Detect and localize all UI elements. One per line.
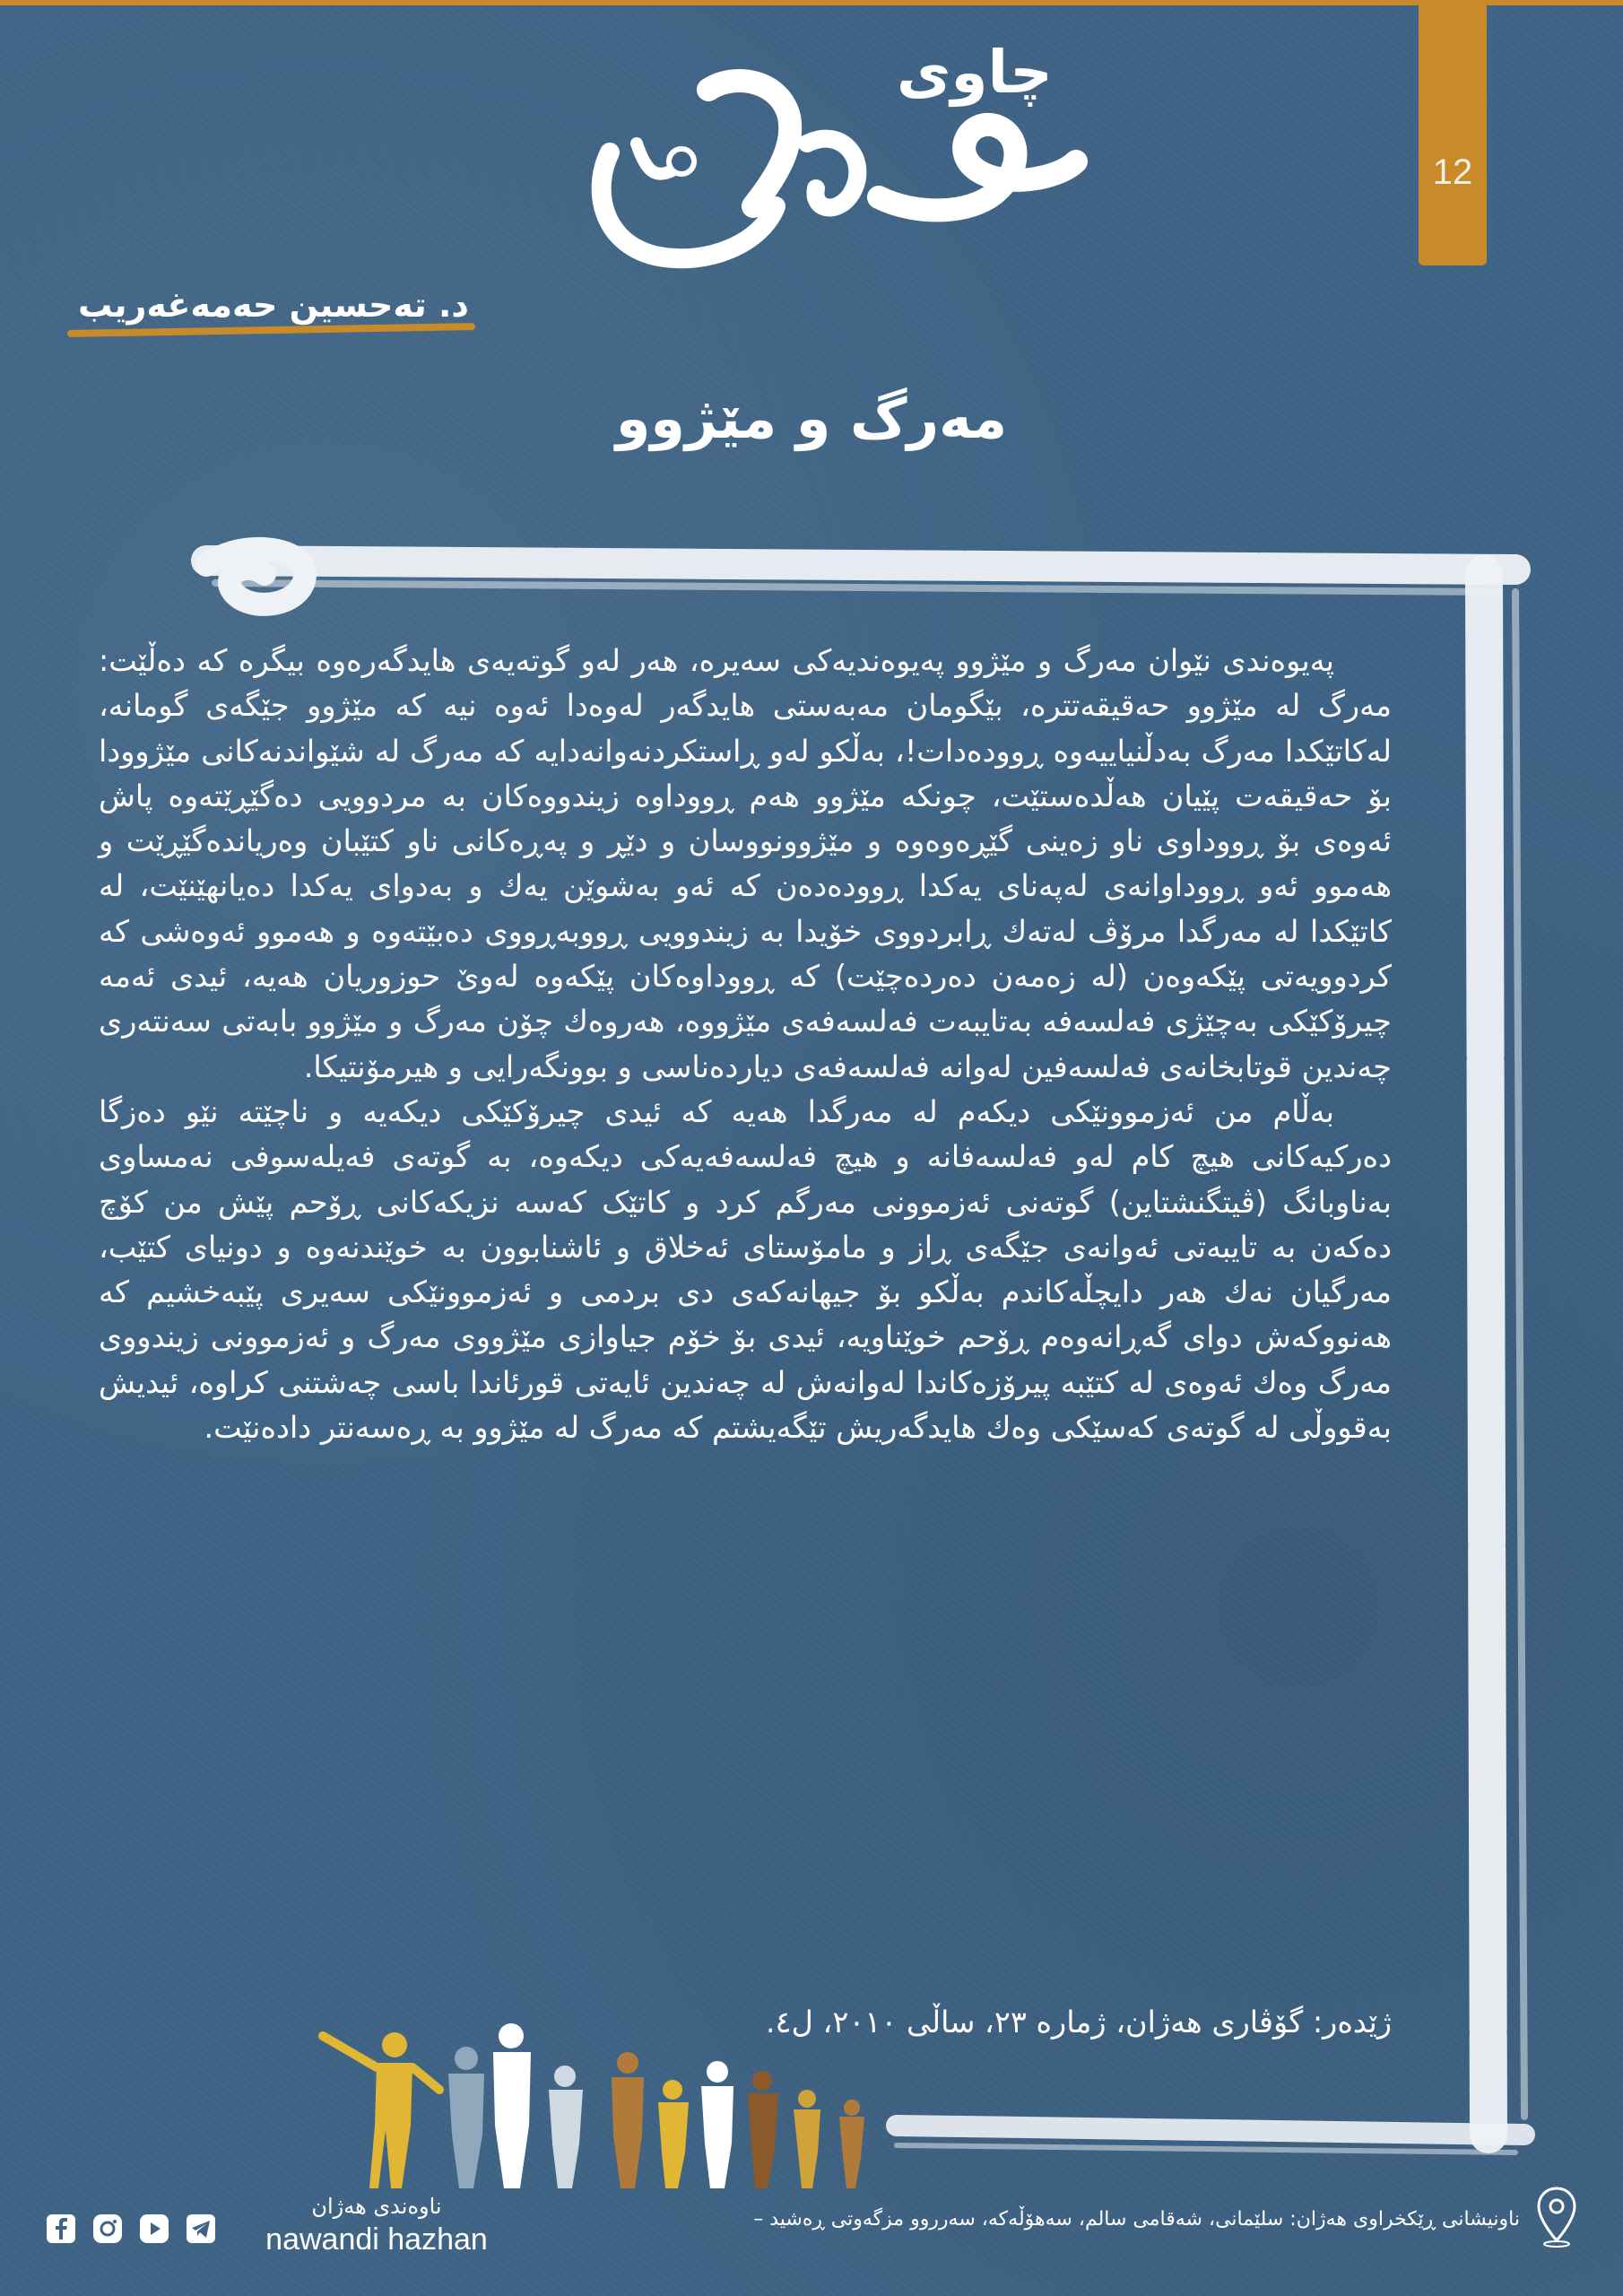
author-name: د. تەحسین حەمەغەریب bbox=[78, 285, 469, 325]
youtube-icon[interactable] bbox=[138, 2213, 170, 2245]
page-number-tab bbox=[1419, 0, 1487, 265]
article-title: مەرگ و مێژوو bbox=[615, 386, 1008, 451]
page-number: 12 bbox=[1432, 152, 1473, 192]
people-silhouettes-illustration bbox=[305, 2009, 986, 2188]
telegram-icon[interactable] bbox=[185, 2213, 217, 2245]
footer-address: ناونیشانی ڕێکخراوی هەژان: سلێمانی، شەقامی سالم، سەهۆڵەکە، سەرروو مزگەوتی ڕەشید – bbox=[753, 2208, 1520, 2231]
article-body bbox=[99, 639, 1392, 1450]
facebook-icon[interactable] bbox=[45, 2213, 77, 2245]
article-paragraph-2: بەڵام من ئەزموونێکی دیکەم لە مەرگدا هەیە کە ئیدی چیرۆکێکی دیکەیە و ناچێتە نێو دەزگا دەرکیەکانی هیچ کام لەو فەلسەفانە و هیچ فەلسەفەیەکی دیکەوە، بە گوتەی فەیلەسوفی نەمساوی بەناوبانگ (ڤیتگنشتاین) گوتەنی ئەزموونی مەرگم کرد و کاتێک کەسە نزیکەکانی ڕۆحم پێش من کۆچ دەکەن بە تایبەتی ئەوانەی جێگەی ڕاز و مامۆستای ئەخلاق و ئاشنابوون بە خوێندنەوە و دونیای کتێب، مەرگیان نەك هەر دایچڵەکاندم بەڵکو بۆ جیهانەکەی دی بردمی و ئەزموونێکی سەیری پێبەخشیم کە هەنووکەش دوای گەڕانەوەم ڕۆحم خوێناویە، ئیدی بۆ خۆم جیاوازی مێژووی مەرگ و ئەزموونی زیندووی مەرگ وەك ئەوەی لە کتێبە پیرۆزەکاندا لەوانەش لە چەندین ئایەتی قورئاندا باسی چەشتنی کراوە، ئیدیش بەقووڵی لە گوتەی کەسێکی وەك هایدگەریش تێگەیشتم کە مەرگ لە مێژوو بە ڕەسەنتر دادەنێت. bbox=[99, 1093, 1392, 1446]
source-citation: ژێدەر: گۆڤاری هەژان، ژمارە ٢٣، ساڵی ٢٠١٠، ل٤. bbox=[765, 2005, 1392, 2039]
brand-name-kurdish: ناوەندی هەژان bbox=[311, 2194, 442, 2219]
social-links bbox=[45, 2213, 217, 2245]
article-paragraph-1: پەیوەندی نێوان مەرگ و مێژوو پەیوەندیەکی سەیرە، هەر لەو گوتەیەی هایدگەرەوە بیگرە کە دەڵێت: مەرگ لە مێژوو حەقیقەتترە، بێگومان مەبەستی هایدگەر لەوەدا ئەوە نیە کە مێژوو جێگەی گومانە، لەکاتێکدا مەرگ بەدڵنیاییەوە ڕوودەدات!، بەڵکو لەو ڕاستکردنەوانەدایە کە مەرگ لە شێواندنەکانی مێژوودا بۆ حەقیقەت پێیان هەڵدەستێت، چونکە مێژوو هەم ڕووداوە زیندووەکان بە مردوویی دەگێڕێتەوە پاش ئەوەی بۆ ڕووداوی ناو زەینی گێڕەوەوە و مێژوونووسان و دێڕ و پەڕەکانی ناو کتێبان وەریاندەگێڕێت و هەموو ئەو ڕووداوانەی لەپەنای یەکدا ڕوودەدەن کە ئەو بەشوێن یەك و بەدوای یەکدا دەیانهێنێت، لە کاتێکدا لە مەرگدا مرۆڤ لەتەك ڕابردووی خۆیدا بە زیندوویی ڕووبەڕووی دەبێتەوە و هەموو ئەوەشی کە کردوویەتی پێکەوەن (لە زەمەن دەردەچێت) کە ڕووداوەکان پێکەوە لەوێ حوزوریان هەیە، ئیدی ئەمە چیرۆکێکی بەچێژی فەلسەفە بەتایبەت فەلسەفەی مێژووە، هەروەك چۆن مەرگ و مێژوو بابەتی سەنتەری چەندین قوتابخانەی فەلسەفین لەوانە فەلسەفەی دیاردەناسی و بوونگەرایی و هیرمۆنتیکا. bbox=[99, 643, 1392, 1084]
top-accent-line bbox=[0, 0, 1623, 5]
brand-name-latin: nawandi hazhan bbox=[265, 2222, 488, 2257]
instagram-icon[interactable] bbox=[91, 2213, 124, 2245]
author-underline bbox=[67, 323, 475, 337]
logo-word-chawi: چاوی bbox=[897, 38, 1053, 107]
location-pin-icon bbox=[1535, 2185, 1578, 2249]
